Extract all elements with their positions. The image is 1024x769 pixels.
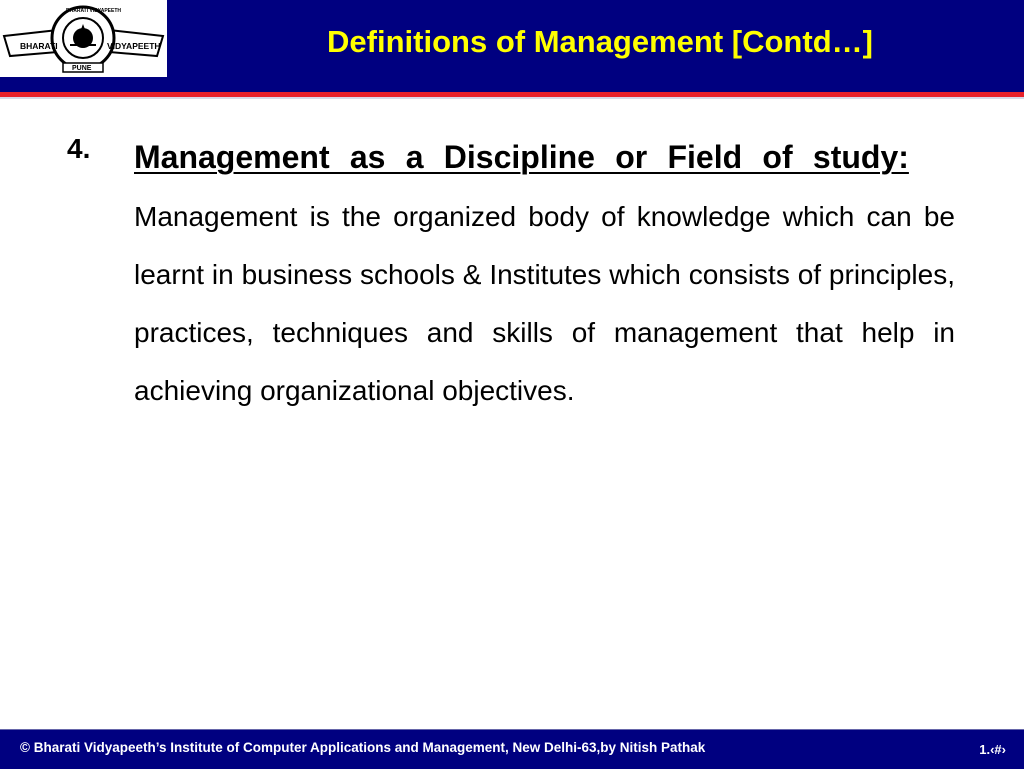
item-heading: Management as a Discipline or Field of study: <box>134 139 909 175</box>
slide-footer <box>0 729 1024 769</box>
slide-number: 1.‹#› <box>979 742 1006 757</box>
logo-right-text: VIDYAPEETH <box>107 41 161 51</box>
slide-title: Definitions of Management [Contd…] <box>327 24 873 59</box>
footer-copyright: © Bharati Vidyapeeth’s Institute of Computer Applications and Management, New Delhi-63,by Nitish Pathak <box>20 740 706 755</box>
list-item-content <box>134 128 955 420</box>
logo-bottom-text: PUNE <box>72 65 92 72</box>
item-spacer <box>928 143 955 174</box>
header-divider-light <box>0 97 1024 99</box>
item-body-text: Management is the organized body of knowledge which can be learnt in business schools & Institutes which consists of principles, practices, techniques and skills of management that help in achieving organizational objectives. <box>134 201 955 406</box>
bharati-vidyapeeth-emblem-icon <box>0 0 167 77</box>
list-item-number: 4. <box>67 133 91 164</box>
slide-header <box>0 0 1024 92</box>
institute-logo <box>0 0 167 77</box>
logo-left-text: BHARATI <box>20 41 58 51</box>
logo-ring-text: BHARATI VIDYAPEETH <box>66 8 122 14</box>
